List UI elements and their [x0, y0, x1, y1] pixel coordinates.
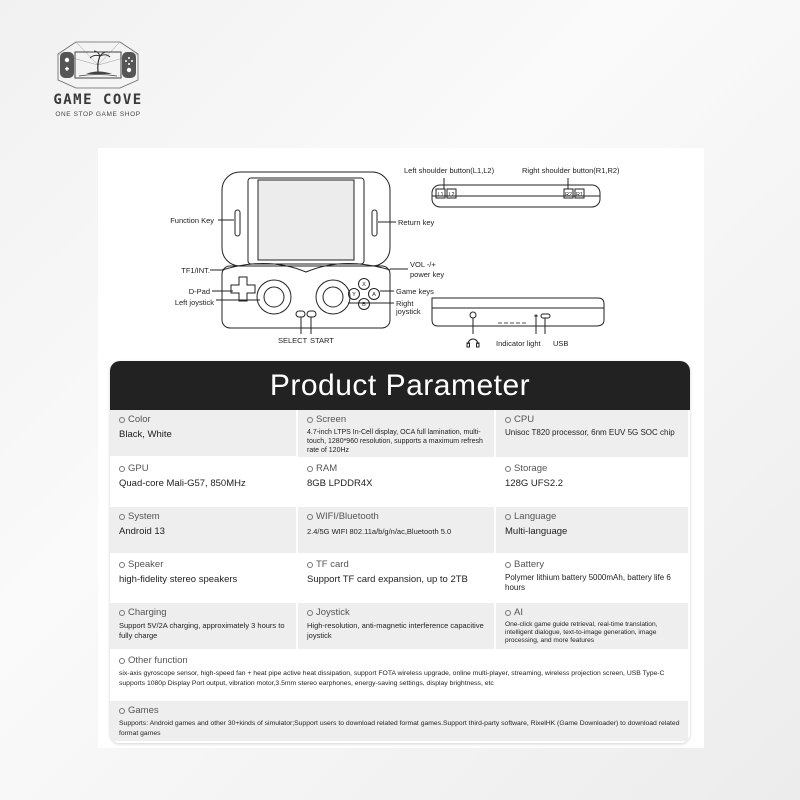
a-button-label: A [372, 292, 376, 298]
usb-label: USB [553, 339, 569, 348]
y-button-label: Y [352, 292, 356, 298]
bullet-icon [119, 610, 125, 616]
function-key-label: Function Key [170, 216, 214, 225]
param-charging: Charging Support 5V/2A charging, approximately 3 hours to fully charge [110, 603, 298, 651]
bullet-icon [119, 708, 125, 714]
param-other-function: Other function six-axis gyroscope sensor, high-speed fan + heat pipe active heat dissipation, support FOTA wireless upgrade, online multi-player, streaming, wireless projection screen, USB Type-C supports 1080p Display Port output, vibration motor,3.5mm stereo earphones, energy-saving settings, display brightness, etc [110, 651, 690, 701]
bullet-icon [119, 417, 125, 423]
return-key-label: Return key [398, 218, 435, 227]
panel-title: Product Parameter [110, 361, 690, 410]
param-speaker: Speaker high-fidelity stereo speakers [110, 555, 298, 603]
bullet-icon [119, 658, 125, 664]
param-games: Games Supports: Android games and other 30+kinds of simulator;Support users to download related format games.Support third-party software, RixelHK (Game Downloader) to download related format games [110, 701, 690, 743]
right-joystick-label-2: joystick [396, 307, 421, 316]
b-button-label: B [362, 302, 366, 308]
product-sheet [98, 148, 704, 748]
left-joystick-label: Left joystick [174, 298, 214, 307]
start-label: START [310, 336, 334, 345]
bullet-icon [119, 466, 125, 472]
param-battery: Battery Polymer lithium battery 5000mAh, battery life 6 hours [496, 555, 690, 603]
param-system: System Android 13 [110, 507, 298, 555]
right-shoulder-label: Right shoulder button(R1,R2) [522, 166, 620, 175]
param-gpu: GPU Quad-core Mali-G57, 850MHz [110, 459, 298, 507]
bullet-icon [505, 466, 511, 472]
device-diagram [98, 148, 704, 358]
bullet-icon [307, 562, 313, 568]
x-button-label: X [362, 282, 366, 288]
param-ram: RAM 8GB LPDDR4X [298, 459, 496, 507]
bullet-icon [119, 562, 125, 568]
bullet-icon [307, 610, 313, 616]
bullet-icon [307, 514, 313, 520]
param-screen: Screen 4.7-inch LTPS In-Cell display, OCA full lamination, multi-touch, 1280*960 resolution, supports a maximum refresh rate of 120Hz [298, 410, 496, 459]
parameter-grid [110, 410, 690, 743]
l1-label: L1 [437, 192, 444, 198]
param-color: Color Black, White [110, 410, 298, 458]
gamepad-island-icon [46, 40, 150, 90]
indicator-light-label: Indicator light [496, 339, 541, 348]
r2-label: R2 [564, 192, 573, 198]
param-ai: AI One-click game guide retrieval, real-time translation, intelligent dialogue, text-to-image generation, image processing, and more features [496, 603, 690, 651]
bullet-icon [307, 417, 313, 423]
dpad-label: D-Pad [188, 287, 210, 296]
game-keys-label: Game keys [396, 287, 434, 296]
right-joystick-label-1: Right [396, 299, 414, 308]
bullet-icon [505, 417, 511, 423]
param-language: Language Multi-language [496, 507, 690, 555]
bullet-icon [505, 514, 511, 520]
bullet-icon [505, 562, 511, 568]
param-wifi-bluetooth: WIFI/Bluetooth 2.4/5G WIFI 802.11a/b/g/n/ac,Bluetooth 5.0 [298, 507, 496, 555]
product-parameter-panel [110, 361, 690, 743]
brand-logo [36, 40, 160, 130]
r1-label: R1 [575, 192, 584, 198]
power-key-label: power key [410, 270, 445, 279]
tf1-label: TF1/INT. [181, 266, 210, 275]
param-storage: Storage 128G UFS2.2 [496, 459, 690, 507]
l2-label: L2 [448, 192, 455, 198]
brand-tagline: ONE STOP GAME SHOP [55, 111, 141, 118]
param-tf-card: TF card Support TF card expansion, up to 2TB [298, 555, 496, 603]
device-line-drawing [98, 148, 704, 358]
vol-label: VOL -/+ [410, 260, 436, 269]
bullet-icon [119, 514, 125, 520]
param-cpu: CPU Unisoc T820 processor, 6nm EUV 5G SOC chip [496, 410, 690, 459]
param-joystick: Joystick High-resolution, anti-magnetic interference capacitive joystick [298, 603, 496, 651]
select-label: SELECT [278, 336, 308, 345]
bullet-icon [505, 610, 511, 616]
brand-name: GAME COVE [53, 92, 143, 108]
left-shoulder-label: Left shoulder button(L1,L2) [404, 166, 495, 175]
bullet-icon [307, 466, 313, 472]
